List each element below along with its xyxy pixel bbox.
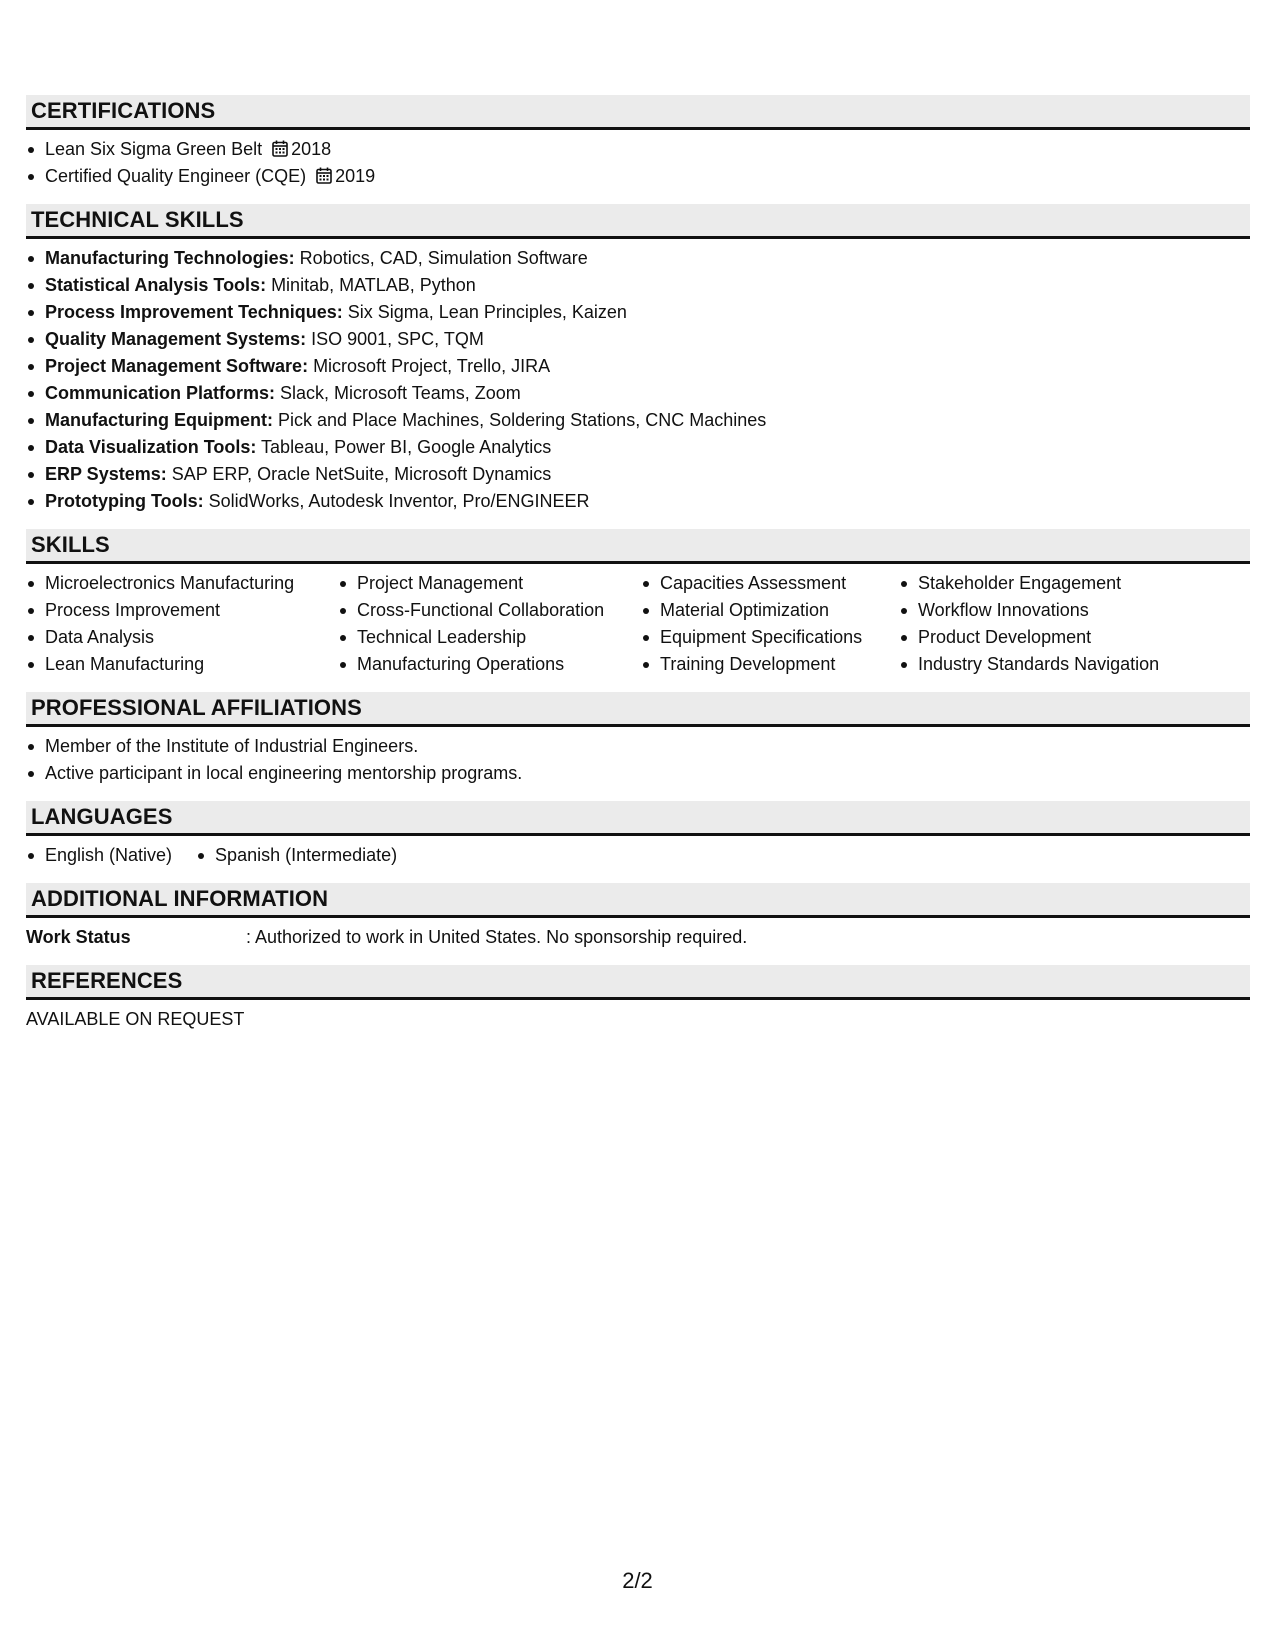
- technical-skills-list: [26, 245, 1250, 515]
- list-item: [26, 136, 1250, 163]
- list-item: [26, 272, 1250, 299]
- list-item: [26, 461, 1250, 488]
- list-item: [26, 353, 1250, 380]
- skill-category: Process Improvement Techniques:: [45, 302, 343, 322]
- list-item: Process Improvement: [26, 597, 338, 624]
- skill-category: Manufacturing Technologies:: [45, 248, 295, 268]
- section-title: TECHNICAL SKILLS: [31, 207, 244, 232]
- list-item: Spanish (Intermediate): [196, 842, 397, 869]
- skill-values: ISO 9001, SPC, TQM: [306, 329, 484, 349]
- section-header: [26, 883, 1250, 918]
- list-item: Member of the Institute of Industrial Engineers.: [26, 733, 1250, 760]
- list-item: Training Development: [641, 651, 899, 678]
- list-item: [26, 245, 1250, 272]
- skill-category: Project Management Software:: [45, 356, 309, 376]
- skill-values: Slack, Microsoft Teams, Zoom: [275, 383, 521, 403]
- skill-values: Tableau, Power BI, Google Analytics: [256, 437, 552, 457]
- certification-year: 2018: [291, 139, 332, 159]
- references-section: [26, 965, 1250, 1033]
- skill-category: Manufacturing Equipment:: [45, 410, 273, 430]
- skill-values: SolidWorks, Autodesk Inventor, Pro/ENGINEER: [203, 491, 590, 511]
- list-item: [26, 434, 1250, 461]
- list-item: Equipment Specifications: [641, 624, 899, 651]
- section-title: ADDITIONAL INFORMATION: [31, 886, 329, 911]
- list-item: Stakeholder Engagement: [899, 570, 1239, 597]
- list-item: Microelectronics Manufacturing: [26, 570, 338, 597]
- list-item: Data Analysis: [26, 624, 338, 651]
- skill-values: Six Sigma, Lean Principles, Kaizen: [342, 302, 627, 322]
- skills-column: [899, 570, 1239, 678]
- section-title: REFERENCES: [31, 968, 183, 993]
- list-item: English (Native): [26, 842, 172, 869]
- list-item: Product Development: [899, 624, 1239, 651]
- calendar-icon: [272, 138, 288, 165]
- list-item: [26, 488, 1250, 515]
- skill-category: Quality Management Systems:: [45, 329, 307, 349]
- section-title: CERTIFICATIONS: [31, 98, 216, 123]
- skill-category: ERP Systems:: [45, 464, 167, 484]
- section-header: [26, 965, 1250, 1000]
- list-item: Capacities Assessment: [641, 570, 899, 597]
- certification-name: Certified Quality Engineer (CQE): [45, 166, 307, 186]
- list-item: Lean Manufacturing: [26, 651, 338, 678]
- skill-category: Data Visualization Tools:: [45, 437, 257, 457]
- list-item: Industry Standards Navigation: [899, 651, 1239, 678]
- list-item: Manufacturing Operations: [338, 651, 641, 678]
- list-item: Active participant in local engineering mentorship programs.: [26, 760, 1250, 787]
- skill-values: SAP ERP, Oracle NetSuite, Microsoft Dynamics: [166, 464, 552, 484]
- skill-category: Prototyping Tools:: [45, 491, 204, 511]
- list-item: [26, 163, 1250, 190]
- list-item: [26, 407, 1250, 434]
- skills-column: [338, 570, 641, 678]
- affiliations-list: [26, 733, 1250, 787]
- languages-section: [26, 801, 1250, 869]
- certifications-section: [26, 95, 1250, 190]
- list-item: [26, 380, 1250, 407]
- list-item: Project Management: [338, 570, 641, 597]
- skill-values: Minitab, MATLAB, Python: [266, 275, 476, 295]
- section-title: PROFESSIONAL AFFILIATIONS: [31, 695, 362, 720]
- work-status-label: Work Status: [26, 927, 131, 947]
- resume-content: [26, 95, 1250, 1047]
- section-header: [26, 801, 1250, 836]
- certification-year: 2019: [335, 166, 376, 186]
- section-title: LANGUAGES: [31, 804, 173, 829]
- references-text: AVAILABLE ON REQUEST: [26, 1009, 245, 1029]
- calendar-icon: [316, 165, 332, 192]
- section-title: SKILLS: [31, 532, 110, 557]
- technical-skills-section: [26, 204, 1250, 515]
- list-item: Technical Leadership: [338, 624, 641, 651]
- affiliations-section: [26, 692, 1250, 787]
- additional-info-section: [26, 883, 1250, 951]
- list-item: Material Optimization: [641, 597, 899, 624]
- list-item: Cross-Functional Collaboration: [338, 597, 641, 624]
- section-header: [26, 692, 1250, 727]
- section-header: [26, 95, 1250, 130]
- skill-category: Statistical Analysis Tools:: [45, 275, 267, 295]
- skill-values: Pick and Place Machines, Soldering Stations, CNC Machines: [273, 410, 767, 430]
- work-status-row: [26, 924, 1250, 951]
- section-header: [26, 529, 1250, 564]
- work-status-value: : Authorized to work in United States. No sponsorship required.: [246, 927, 748, 947]
- skills-column: [26, 570, 338, 678]
- certification-name: Lean Six Sigma Green Belt: [45, 139, 263, 159]
- page-number: 2/2: [622, 1568, 653, 1593]
- skills-column: [641, 570, 899, 678]
- list-item: [26, 299, 1250, 326]
- section-header: [26, 204, 1250, 239]
- skill-values: Microsoft Project, Trello, JIRA: [308, 356, 551, 376]
- certifications-list: [26, 136, 1250, 190]
- skills-section: [26, 529, 1250, 678]
- skill-values: Robotics, CAD, Simulation Software: [294, 248, 588, 268]
- list-item: Workflow Innovations: [899, 597, 1239, 624]
- skills-grid: [26, 570, 1250, 678]
- languages-list: [26, 842, 1250, 869]
- list-item: [26, 326, 1250, 353]
- skill-category: Communication Platforms:: [45, 383, 276, 403]
